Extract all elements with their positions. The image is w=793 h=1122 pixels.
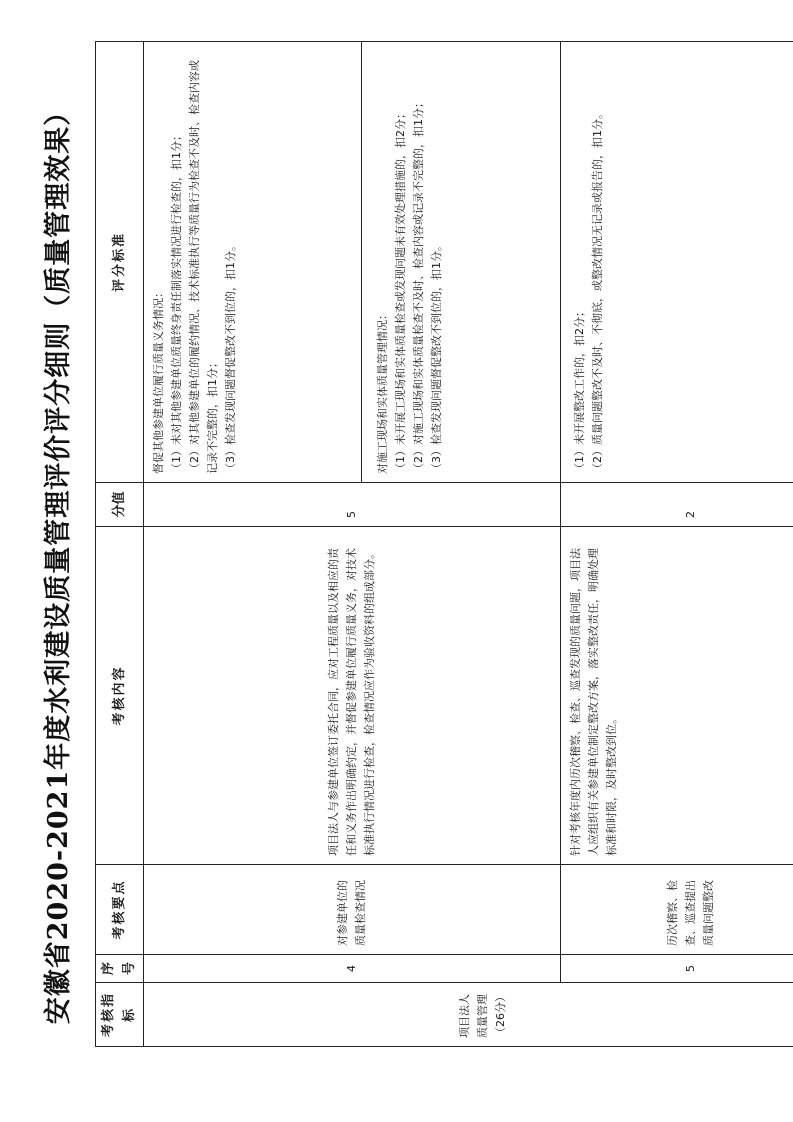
check-point: 历次稽察、检查、巡查提出质量问题整改 <box>560 865 793 955</box>
standard-item: （1）未开展工现场和实体质量检查或发现问题未有效处理措施的，扣2分； <box>394 108 408 474</box>
standard-heading: 督促其他参建单位履行质量义务情况： <box>151 287 165 474</box>
indicator-cell: 项目法人质量管理（26分） <box>143 983 793 1047</box>
table-row <box>143 42 361 1047</box>
page-title: 安徽省2020-2021年度水利建设质量管理评价评分细则（质量管理效果） <box>43 97 74 1025</box>
evaluation-table <box>95 41 793 1047</box>
score-value: 2 <box>560 483 793 527</box>
check-content: 针对考核年度内历次稽察、检查、巡查发现的质量问题，项目法人应组织有关参建单位制定整改方案，落实整改责任，明确处理标准和时限，及时整改到位。 <box>560 527 793 865</box>
header-content: 考核内容 <box>96 527 144 865</box>
standard-item: （2）对其他参建单位的履约情况、技术标准执行等质量行为检查不及时、检查内容或记录不完整的，扣1分； <box>188 60 220 474</box>
standard-heading: 对施工现场和实体质量管理情况： <box>375 309 389 474</box>
header-no: 序号 <box>96 955 144 983</box>
header-indicator: 考核指标 <box>96 983 144 1047</box>
standard-block <box>560 42 793 483</box>
header-row <box>96 42 144 1047</box>
standard-item: （2）质量问题整改不及时、不彻底，或整改情况无记录或报告的，扣1分。 <box>591 108 605 474</box>
row-no: 4 <box>143 955 560 983</box>
check-content: 项目法人与参建单位签订委托合同，应对工程质量以及相应的责任和义务作出明确约定，并督促参建单位履行质量义务，对技术标准执行情况进行检查，检查情况应作为验收资料的组成部分。 <box>143 527 560 865</box>
standard-item: （1）未开展整改工作的，扣2分； <box>572 306 586 474</box>
row-no: 5 <box>560 955 793 983</box>
header-standard: 评分标准 <box>96 42 144 483</box>
standard-item: （1）未对其他参建单位质量终身责任制落实情况进行检查的，扣1分； <box>170 130 184 474</box>
standard-block-b <box>361 42 560 483</box>
standard-item: （3）检查发现问题督促整改不到位的，扣1分。 <box>224 240 238 474</box>
table-row <box>560 42 793 1047</box>
header-point: 考核要点 <box>96 865 144 955</box>
standard-item: （2）对施工现场和实体质量检查不及时、检查内容或记录不完整的，扣1分； <box>412 97 426 474</box>
standard-block-a <box>143 42 361 483</box>
score-value: 5 <box>143 483 560 527</box>
header-score: 分值 <box>96 483 144 527</box>
check-point: 对参建单位的质量检查情况 <box>143 865 560 955</box>
standard-item: （3）检查发现问题督促整改不到位的，扣1分。 <box>430 240 444 474</box>
